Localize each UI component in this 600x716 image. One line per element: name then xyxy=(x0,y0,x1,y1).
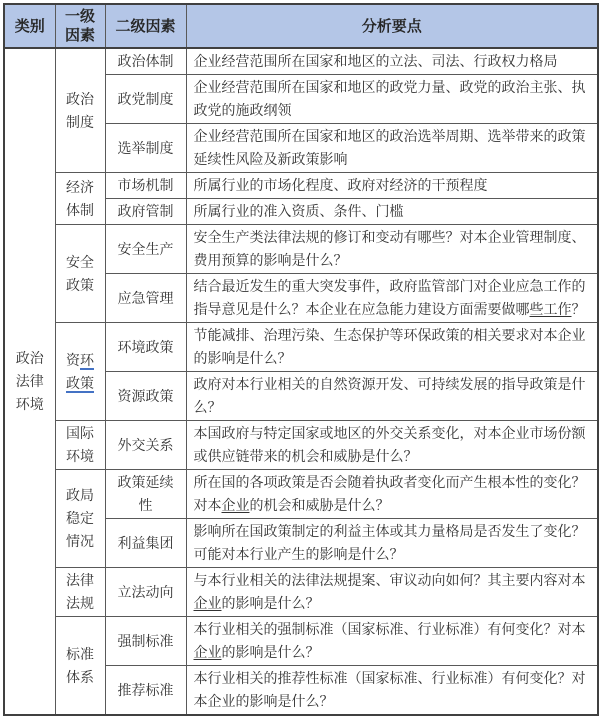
secondary-factor-cell: 选举制度 xyxy=(105,124,186,173)
analysis-cell: 影响所在国政策制定的利益主体或其力量格局是否发生了变化？可能对本行业产生的影响是什么？ xyxy=(186,519,598,568)
table-row xyxy=(4,617,598,666)
primary-factor-cell xyxy=(55,323,105,421)
underlined-text: 企业 xyxy=(193,595,222,611)
text-segment: 的影响是什么？ xyxy=(221,644,320,660)
analysis-cell: 节能减排、治理污染、生态保护等环保政策的相关要求对本企业的影响是什么？ xyxy=(186,323,598,372)
table-row xyxy=(4,48,598,75)
text-segment: 与本行业相关的法律法规提案、审议动向如何？其主要内容对本 xyxy=(193,572,586,588)
analysis-cell: 本国政府与特定国家或地区的外交关系变化，对本企业市场份额或供应链带来的机会和威胁是什么？ xyxy=(186,421,598,470)
secondary-factor-cell: 政党制度 xyxy=(105,75,186,124)
analysis-cell xyxy=(186,617,598,666)
text-segment: 的影响是什么？ xyxy=(221,595,320,611)
secondary-factor-cell: 政策延续性 xyxy=(105,470,186,519)
primary-factor-cell: 标准体系 xyxy=(55,617,105,716)
analysis-cell: 政府对本行业相关的自然资源开发、可持续发展的指导政策是什么？ xyxy=(186,372,598,421)
table-body xyxy=(4,48,598,715)
table-row xyxy=(4,568,598,617)
secondary-factor-cell: 利益集团 xyxy=(105,519,186,568)
secondary-factor-cell: 政府管制 xyxy=(105,199,186,225)
analysis-cell: 企业经营范围所在国家和地区的政党力量、政党的政治主张、执政党的施政纲领 xyxy=(186,75,598,124)
primary-factor-cell: 政局稳定情况 xyxy=(55,470,105,568)
primary-factor-cell: 安全政策 xyxy=(55,225,105,323)
underlined-text: 政策 xyxy=(66,374,94,391)
table-row xyxy=(4,323,598,372)
pest-analysis-table xyxy=(3,3,599,716)
analysis-cell xyxy=(186,470,598,519)
header-secondary-factor: 二级因素 xyxy=(105,4,186,48)
analysis-cell: 安全生产类法律法规的修订和变动有哪些？对本企业管理制度、费用预算的影响是什么？ xyxy=(186,225,598,274)
text-segment: ？ xyxy=(571,301,586,317)
text-segment: 结合最近发生的重大突发事件，政府监管部门对企业应急工作的指导意见是什么？本企业在应急能力建设方面需要做哪 xyxy=(193,278,586,317)
table-header-row xyxy=(4,4,598,48)
secondary-factor-cell: 应急管理 xyxy=(105,274,186,323)
text-segment: 本行业相关的强制标准（国家标准、行业标准）有何变化？对本 xyxy=(193,621,586,637)
text-segment: 的机会和威胁是什么？ xyxy=(249,497,390,513)
primary-factor-cell: 法律法规 xyxy=(55,568,105,617)
underlined-text: 企业 xyxy=(193,644,222,660)
analysis-cell: 企业经营范围所在国家和地区的立法、司法、行政权力格局 xyxy=(186,48,598,75)
underlined-text: 企业 xyxy=(221,497,250,513)
header-analysis-points: 分析要点 xyxy=(186,4,598,48)
analysis-cell: 企业经营范围所在国家和地区的政治选举周期、选举带来的政策延续性风险及新政策影响 xyxy=(186,124,598,173)
secondary-factor-cell: 资源政策 xyxy=(105,372,186,421)
table-row xyxy=(4,470,598,519)
primary-factor-cell: 国际环境 xyxy=(55,421,105,470)
analysis-cell: 所属行业的准入资质、条件、门槛 xyxy=(186,199,598,225)
primary-factor-cell: 经济体制 xyxy=(55,173,105,225)
table-header xyxy=(4,4,598,48)
primary-factor-cell: 政治制度 xyxy=(55,48,105,173)
analysis-cell xyxy=(186,568,598,617)
header-primary-factor: 一级因素 xyxy=(55,4,105,48)
secondary-factor-cell: 政治体制 xyxy=(105,48,186,75)
secondary-factor-cell: 安全生产 xyxy=(105,225,186,274)
underlined-text: 些工作 xyxy=(529,301,572,317)
text-segment: 资 xyxy=(66,351,80,368)
table-row xyxy=(4,173,598,199)
analysis-cell: 本行业相关的推荐性标准（国家标准、行业标准）有何变化？对本企业的影响是什么？ xyxy=(186,666,598,716)
secondary-factor-cell: 环境政策 xyxy=(105,323,186,372)
table-row xyxy=(4,421,598,470)
table-row xyxy=(4,225,598,274)
underlined-text: 环 xyxy=(80,351,94,368)
header-category: 类别 xyxy=(4,4,55,48)
analysis-cell: 所属行业的市场化程度、政府对经济的干预程度 xyxy=(186,173,598,199)
analysis-cell xyxy=(186,274,598,323)
text-segment: 所在国的各项政策是否会随着执政者变化而产生根本性的变化？对本 xyxy=(193,474,586,513)
secondary-factor-cell: 推荐标准 xyxy=(105,666,186,716)
secondary-factor-cell: 立法动向 xyxy=(105,568,186,617)
secondary-factor-cell: 外交关系 xyxy=(105,421,186,470)
secondary-factor-cell: 市场机制 xyxy=(105,173,186,199)
category-cell: 政治法律环境 xyxy=(4,48,55,715)
secondary-factor-cell: 强制标准 xyxy=(105,617,186,666)
